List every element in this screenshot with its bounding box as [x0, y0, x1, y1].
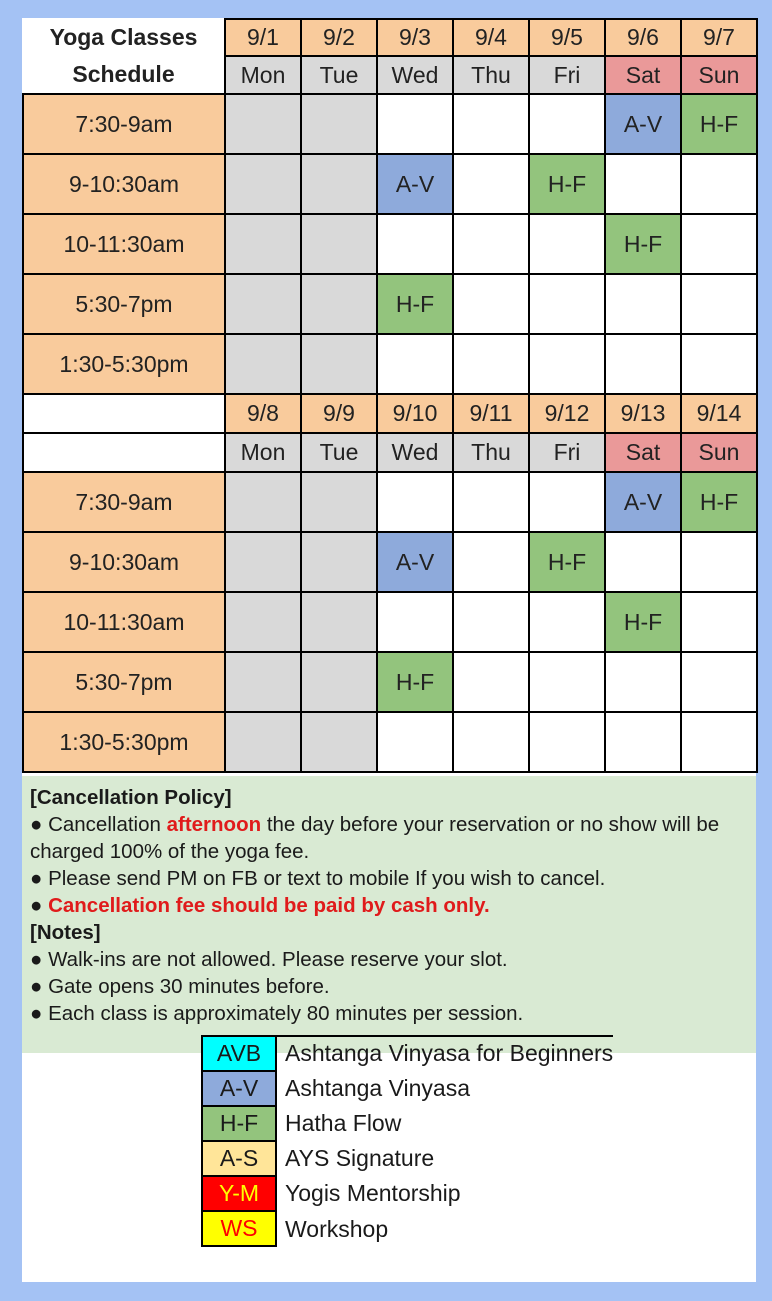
note-1: ● Walk-ins are not allowed. Please reserve your slot. [30, 948, 508, 971]
empty-slot [453, 592, 529, 652]
legend-row [202, 1036, 613, 1071]
dates-row [23, 394, 757, 433]
day-header: Thu [453, 56, 529, 94]
empty-slot [681, 274, 757, 334]
time-slot-label: 5:30-7pm [23, 652, 225, 712]
empty-slot [529, 712, 605, 772]
time-slot-row [23, 712, 757, 772]
time-slot-row [23, 532, 757, 592]
time-slot-label: 10-11:30am [23, 592, 225, 652]
day-header: Sat [605, 56, 681, 94]
class-slot: A-V [605, 94, 681, 154]
empty-slot [681, 532, 757, 592]
dates-row [23, 19, 757, 56]
empty-slot [605, 334, 681, 394]
empty-slot [225, 274, 301, 334]
date-header: 9/12 [529, 394, 605, 433]
empty-slot [681, 652, 757, 712]
empty-slot [301, 652, 377, 712]
class-slot: H-F [681, 94, 757, 154]
legend-name: Yogis Mentorship [285, 1180, 461, 1206]
policy-bullet-3-dot: ● [30, 894, 49, 917]
legend-name: Ashtanga Vinyasa [285, 1075, 470, 1101]
cancellation-policy [22, 776, 756, 1053]
empty-slot [377, 592, 453, 652]
empty-slot [301, 592, 377, 652]
empty-slot [453, 532, 529, 592]
time-slot-row [23, 652, 757, 712]
empty-slot [301, 94, 377, 154]
date-header: 9/5 [529, 19, 605, 56]
time-slot-label: 1:30-5:30pm [23, 334, 225, 394]
empty-slot [681, 592, 757, 652]
empty-slot [377, 712, 453, 772]
date-header: 9/13 [605, 394, 681, 433]
empty-slot [681, 334, 757, 394]
legend-row [202, 1141, 613, 1176]
class-legend [201, 1035, 613, 1247]
empty-slot [453, 274, 529, 334]
legend-row [202, 1176, 613, 1211]
empty-slot [225, 532, 301, 592]
blank-cell [23, 394, 225, 433]
empty-slot [225, 214, 301, 274]
empty-slot [377, 334, 453, 394]
empty-slot [301, 334, 377, 394]
day-header: Thu [453, 433, 529, 472]
class-slot: H-F [529, 532, 605, 592]
day-header: Sun [681, 56, 757, 94]
date-header: 9/6 [605, 19, 681, 56]
legend-name: AYS Signature [285, 1145, 435, 1171]
empty-slot [529, 274, 605, 334]
policy-bullet-1-emphasis: afternoon [166, 813, 262, 836]
empty-slot [225, 334, 301, 394]
date-header: 9/3 [377, 19, 453, 56]
class-slot: H-F [377, 274, 453, 334]
day-header: Tue [301, 433, 377, 472]
legend-code: AVB [202, 1036, 276, 1071]
schedule-title-line-2: Schedule [72, 61, 175, 87]
time-slot-row [23, 472, 757, 532]
blank-cell [23, 433, 225, 472]
time-slot-label: 7:30-9am [23, 472, 225, 532]
empty-slot [681, 154, 757, 214]
day-header: Tue [301, 56, 377, 94]
day-header: Mon [225, 56, 301, 94]
empty-slot [605, 532, 681, 592]
legend-name: Hatha Flow [285, 1110, 402, 1136]
time-slot-label: 7:30-9am [23, 94, 225, 154]
empty-slot [681, 712, 757, 772]
day-header: Mon [225, 433, 301, 472]
notes-heading: [Notes] [30, 921, 101, 944]
legend-code: Y-M [202, 1176, 276, 1211]
note-2: ● Gate opens 30 minutes before. [30, 975, 330, 998]
time-slot-row [23, 334, 757, 394]
empty-slot [605, 712, 681, 772]
legend-code: A-V [202, 1071, 276, 1106]
empty-slot [301, 472, 377, 532]
date-header: 9/2 [301, 19, 377, 56]
time-slot-label: 5:30-7pm [23, 274, 225, 334]
policy-bullet-1-text: ● Cancellation [30, 813, 167, 836]
empty-slot [605, 274, 681, 334]
legend-row [202, 1071, 613, 1106]
class-slot: H-F [605, 214, 681, 274]
days-row [23, 56, 757, 94]
day-header: Sat [605, 433, 681, 472]
empty-slot [605, 154, 681, 214]
legend-name: Workshop [285, 1215, 389, 1242]
empty-slot [453, 214, 529, 274]
class-slot: A-V [605, 472, 681, 532]
empty-slot [453, 334, 529, 394]
class-slot: A-V [377, 532, 453, 592]
policy-bullet-3 [30, 892, 748, 919]
day-header: Wed [377, 433, 453, 472]
empty-slot [529, 472, 605, 532]
empty-slot [377, 214, 453, 274]
date-header: 9/10 [377, 394, 453, 433]
date-header: 9/7 [681, 19, 757, 56]
legend-code: WS [202, 1211, 276, 1246]
time-slot-label: 9-10:30am [23, 154, 225, 214]
empty-slot [529, 334, 605, 394]
date-header: 9/9 [301, 394, 377, 433]
class-slot: A-V [377, 154, 453, 214]
policy-bullet-3-emphasis: Cancellation fee should be paid by cash only. [48, 894, 490, 917]
empty-slot [301, 532, 377, 592]
empty-slot [529, 94, 605, 154]
policy-bullet-1 [30, 811, 748, 865]
date-header: 9/11 [453, 394, 529, 433]
class-slot: H-F [605, 592, 681, 652]
policy-heading: [Cancellation Policy] [30, 786, 232, 809]
time-slot-row [23, 154, 757, 214]
empty-slot [453, 712, 529, 772]
day-header: Sun [681, 433, 757, 472]
policy-bullet-1-rest: the day before your reservation or no show will be charged 100% of the yoga fee. [30, 813, 720, 863]
empty-slot [301, 712, 377, 772]
date-header: 9/4 [453, 19, 529, 56]
empty-slot [453, 154, 529, 214]
empty-slot [529, 214, 605, 274]
time-slot-label: 10-11:30am [23, 214, 225, 274]
empty-slot [225, 472, 301, 532]
date-header: 9/8 [225, 394, 301, 433]
day-header: Fri [529, 433, 605, 472]
time-slot-row [23, 214, 757, 274]
days-row [23, 433, 757, 472]
empty-slot [377, 472, 453, 532]
day-header: Fri [529, 56, 605, 94]
empty-slot [225, 592, 301, 652]
empty-slot [529, 592, 605, 652]
legend-row [202, 1106, 613, 1141]
day-header: Wed [377, 56, 453, 94]
empty-slot [453, 472, 529, 532]
empty-slot [225, 154, 301, 214]
date-header: 9/14 [681, 394, 757, 433]
empty-slot [301, 214, 377, 274]
schedule-title-line-1: Yoga Classes [49, 24, 198, 50]
time-slot-label: 9-10:30am [23, 532, 225, 592]
empty-slot [225, 94, 301, 154]
policy-bullet-2: ● Please send PM on FB or text to mobile If you wish to cancel. [30, 867, 606, 890]
legend-code: H-F [202, 1106, 276, 1141]
empty-slot [377, 94, 453, 154]
time-slot-row [23, 94, 757, 154]
class-slot: H-F [681, 472, 757, 532]
empty-slot [453, 652, 529, 712]
schedule-table [22, 18, 758, 773]
empty-slot [225, 652, 301, 712]
time-slot-label: 1:30-5:30pm [23, 712, 225, 772]
class-slot: H-F [529, 154, 605, 214]
time-slot-row [23, 592, 757, 652]
empty-slot [605, 652, 681, 712]
empty-slot [681, 214, 757, 274]
empty-slot [301, 154, 377, 214]
legend-code: A-S [202, 1141, 276, 1176]
empty-slot [453, 94, 529, 154]
legend-row [202, 1211, 613, 1246]
date-header: 9/1 [225, 19, 301, 56]
time-slot-row [23, 274, 757, 334]
legend-name: Ashtanga Vinyasa for Beginners [276, 1036, 613, 1071]
empty-slot [225, 712, 301, 772]
note-3: ● Each class is approximately 80 minutes per session. [30, 1002, 524, 1025]
class-slot: H-F [377, 652, 453, 712]
empty-slot [529, 652, 605, 712]
empty-slot [301, 274, 377, 334]
